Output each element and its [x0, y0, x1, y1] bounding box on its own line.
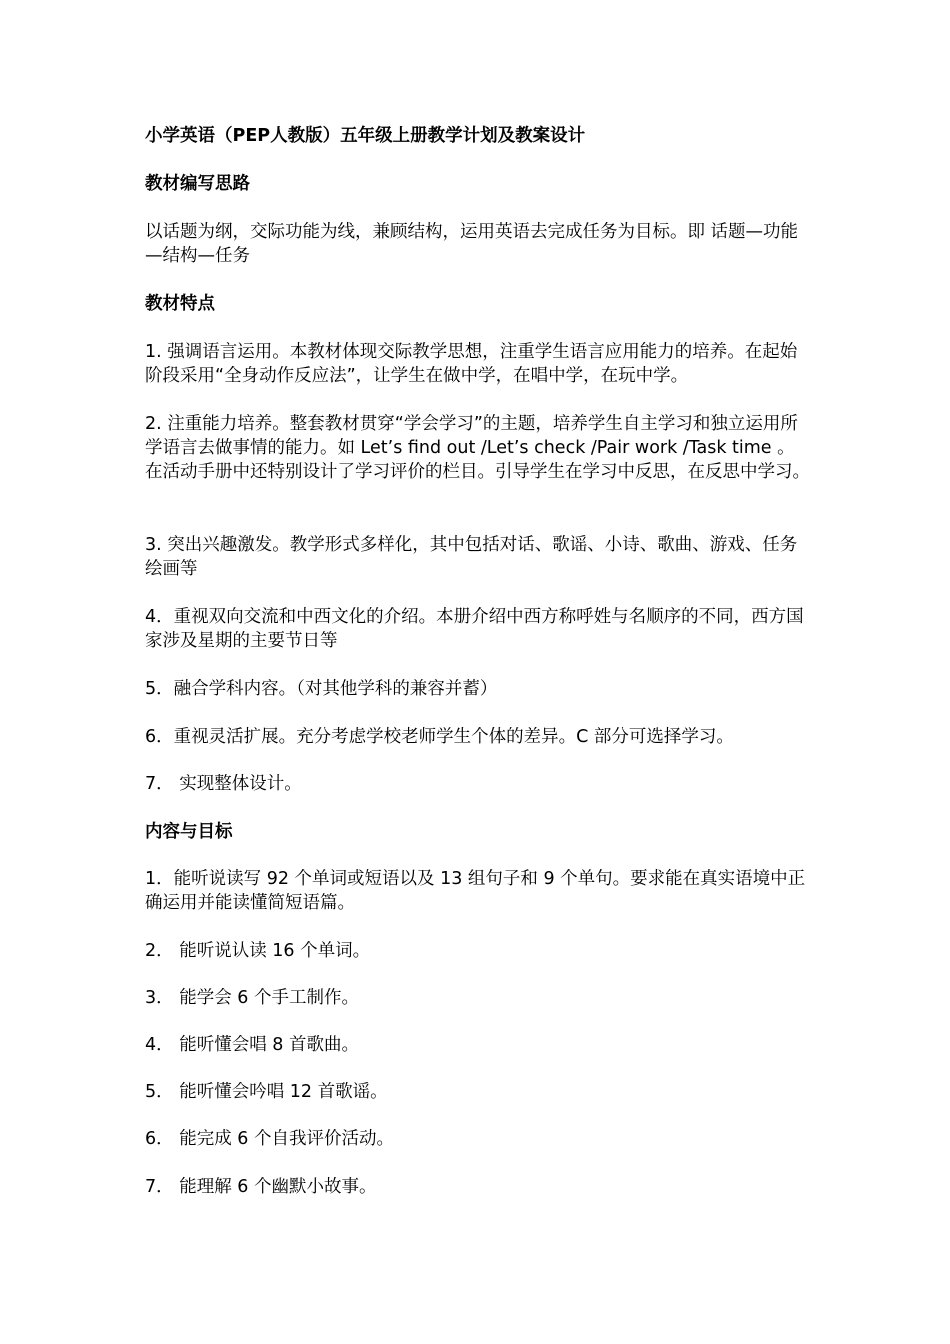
goal-item-1: 1．能听说读写 92 个单词或短语以及 13 组句子和 9 个单句。要求能在真实语境中正确运用并能读懂简短语篇。 — [145, 869, 806, 913]
section-heading-content-goals: 内容与目标 — [145, 822, 233, 842]
feature-item-3: 3. 突出兴趣激发。教学形式多样化，其中包括对话、歌谣、小诗、歌曲、游戏、任务绘画等 — [145, 535, 798, 579]
feature-item-5: 5．融合学科内容。（对其他学科的兼容并蓄） — [145, 679, 498, 699]
goal-item-6: 6． 能完成 6 个自我评价活动。 — [145, 1129, 394, 1149]
paragraph-writing-approach: 以话题为纲，交际功能为线，兼顾结构，运用英语去完成任务为目标。即 话题—功能—结构—任务 — [145, 222, 799, 266]
feature-item-2: 2. 注重能力培养。整套教材贯穿“学会学习”的主题，培养学生自主学习和独立运用所学语言去做事情的能力。如 Let’s find out /Let’s check /Pair work /Task time 。在活动手册中还特别设计了学习评价的栏目。引导学生在学习中反思，在反思中学习。 — [145, 414, 810, 482]
feature-item-7: 7． 实现整体设计。 — [145, 774, 302, 794]
goal-item-7: 7． 能理解 6 个幽默小故事。 — [145, 1177, 377, 1197]
goal-item-2: 2． 能听说认读 16 个单词。 — [145, 941, 371, 961]
section-heading-writing-approach: 教材编写思路 — [145, 174, 250, 194]
feature-item-6: 6．重视灵活扩展。充分考虑学校老师学生个体的差异。C 部分可选择学习。 — [145, 727, 734, 747]
section-heading-features: 教材特点 — [145, 294, 215, 314]
goal-item-3: 3． 能学会 6 个手工制作。 — [145, 988, 359, 1008]
document-title: 小学英语（PEP人教版）五年级上册教学计划及教案设计 — [145, 126, 586, 146]
feature-item-4: 4．重视双向交流和中西文化的介绍。本册介绍中西方称呼姓与名顺序的不同，西方国家涉及星期的主要节日等 — [145, 607, 804, 651]
feature-item-1: 1. 强调语言运用。本教材体现交际教学思想，注重学生语言应用能力的培养。在起始阶段采用“全身动作反应法”，让学生在做中学，在唱中学，在玩中学。 — [145, 342, 798, 386]
goal-item-4: 4． 能听懂会唱 8 首歌曲。 — [145, 1035, 359, 1055]
goal-item-5: 5． 能听懂会吟唱 12 首歌谣。 — [145, 1082, 388, 1102]
